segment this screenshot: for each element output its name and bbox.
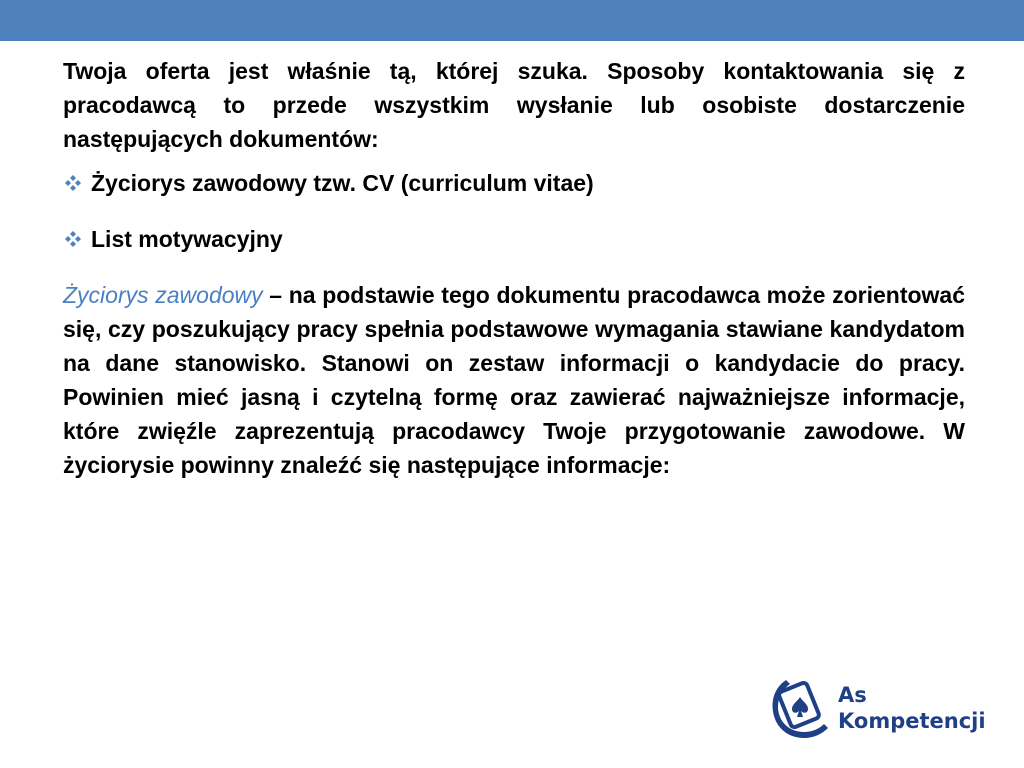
bullet-item-cv bbox=[63, 166, 965, 200]
as-kompetencji-logo bbox=[768, 672, 998, 744]
intro-paragraph: Twoja oferta jest właśnie tą, której szuka. Sposoby kontaktowania się z pracodawcą to przede wszystkim wysłanie lub osobiste dostarczenie następujących dokumentów: bbox=[63, 58, 965, 152]
definition-text: – na podstawie tego dokumentu pracodawca może zorientować się, czy poszukujący pracy spełnia podstawowe wymagania stawiane kandydatom na dane stanowisko. Stanowi on zestaw informacji o kandydacie do pracy. Powinien mieć jasną i czytelną formę oraz zawierać najważniejsze informacje, które zwięźle zaprezentują pracodawcy Twoje przygotowanie zawodowe. W życiorysie powinny znaleźć się następujące informacje: bbox=[63, 282, 965, 478]
definition-term: Życiorys zawodowy bbox=[63, 282, 263, 308]
definition-paragraph bbox=[63, 278, 965, 482]
logo-text bbox=[838, 682, 986, 734]
bullet-text-cv: Życiorys zawodowy tzw. CV (curriculum vitae) bbox=[91, 170, 594, 196]
logo-line-1: As bbox=[838, 683, 867, 707]
spade-card-logo-icon bbox=[768, 672, 832, 744]
logo-line-2: Kompetencji bbox=[838, 709, 986, 733]
bullet-item-letter bbox=[63, 222, 965, 256]
diamond-bullet-icon bbox=[63, 229, 83, 249]
header-bar bbox=[0, 0, 1024, 41]
bullet-text-letter: List motywacyjny bbox=[91, 226, 283, 252]
slide-content bbox=[63, 54, 965, 482]
diamond-bullet-icon bbox=[63, 173, 83, 193]
